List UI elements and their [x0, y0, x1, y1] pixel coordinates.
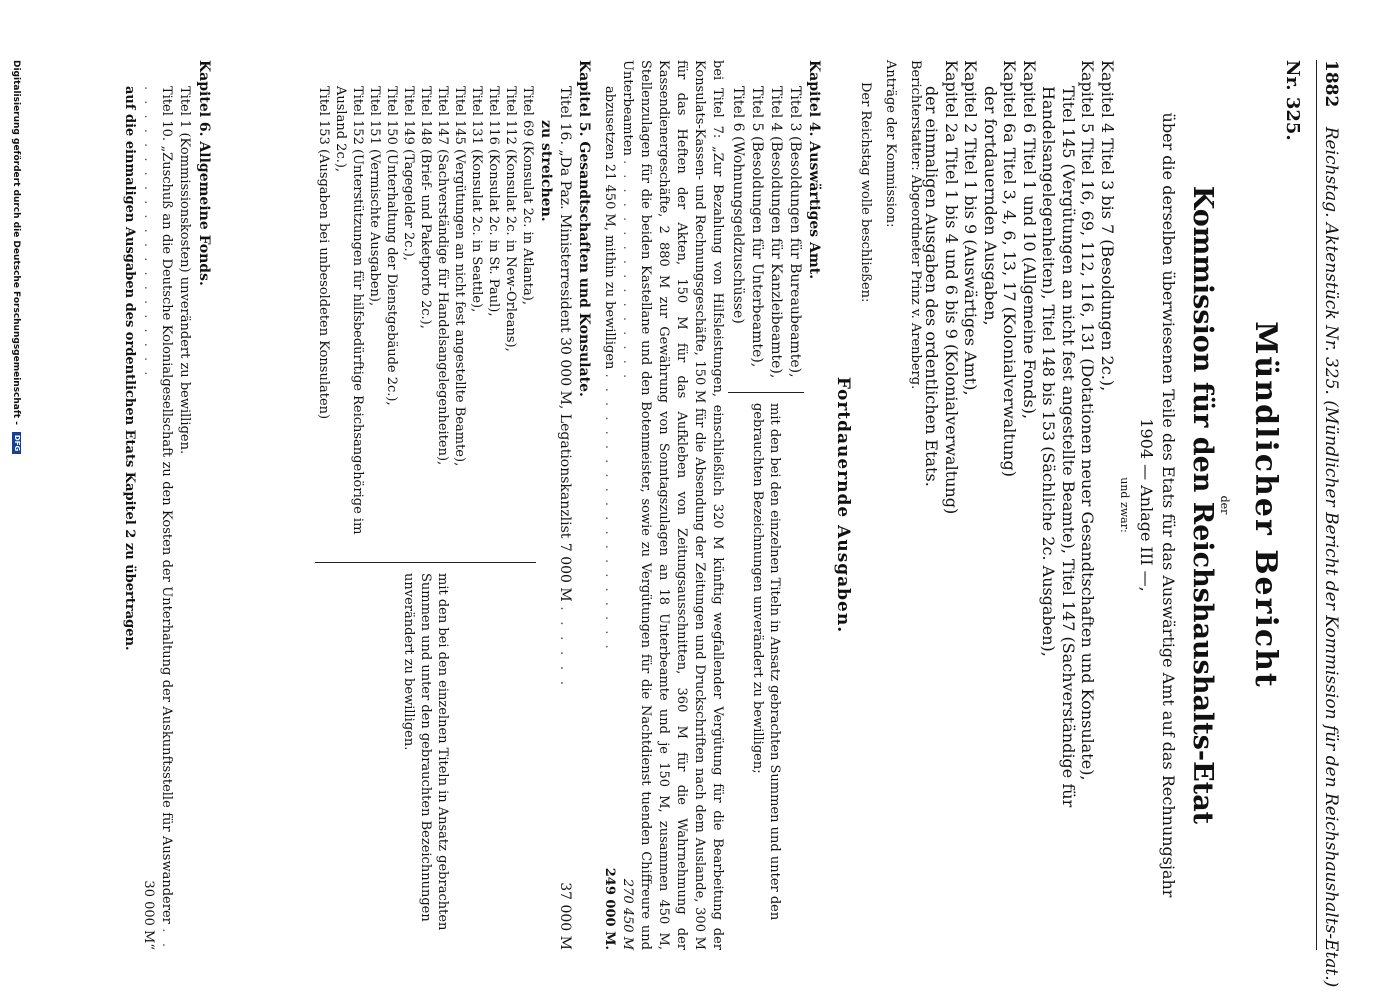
und-zwar: und zwar:	[1118, 477, 1131, 533]
chapter-heading: Kapitel 5. Gesandtschaften und Konsulate.	[576, 60, 592, 397]
list-item: Kapitel 4 Titel 3 bis 7 (Besoldungen 2c.),	[1098, 60, 1117, 392]
titel1-line: Titel 1 (Kommissionskosten) unverändert zu bewilligen.	[177, 86, 192, 455]
list-item: Titel 6 (Wohnungsgeldzuschüsse)	[730, 86, 746, 324]
leader-dots: . . . . . . . . . . . . . . . . . . . . . . .	[141, 86, 174, 950]
list-item: Titel 152 (Unterstützungen für hilfsbedürftige Reichsangehörige im Ausland 2c.),	[333, 86, 365, 535]
bracket-group	[315, 60, 536, 950]
absetzen-line	[600, 60, 618, 950]
chapter-4	[600, 60, 823, 950]
leader-dots: . . . . . . . . . . . . . . . .	[620, 159, 635, 382]
list-item: Titel 149 (Tagegelder 2c.),	[401, 86, 416, 261]
titel16-text: Titel 16. „Da Paz. Ministerresident 30 000 M, Legationskanzlist 7 000 M	[557, 86, 573, 602]
section-title: Fortdauernde Ausgaben.	[833, 376, 853, 634]
list-item: der fortdauernden Ausgaben,	[981, 86, 1000, 326]
list-item: Kapitel 6 Titel 1 und 10 (Allgemeine Fonds),	[1020, 60, 1039, 420]
dfg-logo-icon: DFG	[12, 432, 21, 454]
list-item: Titel 5 (Besoldungen für Unterbeamte),	[749, 86, 765, 368]
document-number: Nr. 325.	[1282, 60, 1303, 141]
document-subtitle: Kommission für den Reichshaushalts-Etat	[1187, 185, 1218, 825]
document-title: Mündlicher Bericht	[1248, 321, 1283, 689]
reporter-block	[853, 60, 928, 950]
running-title: Reichstag. Aktenstück Nr. 325. (Mündlicher Bericht der Kommission für den Reichshaushalts-Etat.)	[1321, 126, 1341, 988]
title-list	[315, 86, 536, 563]
streichen: zu streichen.	[538, 120, 554, 222]
list-item: Titel 112 (Konsulat 2c. in New-Orleans),	[503, 86, 518, 352]
bracket-text: mit den bei den einzelnen Titeln in Ansatz gebrachten Summen und unter den gebrauchten Bezeichnungen unverändert zu bewilligen.	[401, 573, 450, 931]
chapter-heading: Kapitel 6. Allgemeine Fonds.	[196, 60, 212, 286]
list-item: Handelsangelegenheiten), Titel 148 bis 153 (Sächliche 2c. Ausgaben),	[1039, 86, 1059, 657]
list-item: Titel 69 (Konsulat 2c. in Atlanta),	[520, 86, 535, 305]
list-item: Kapitel 5 Titel 16, 69, 112, 116, 131 (Dotationen neuer Gesandtschaften und Konsulate),	[1078, 60, 1098, 781]
list-item: Titel 145 (Vergütungen an nicht fest angestellte Beamte), Titel 147 (Sachverständige für	[1059, 86, 1078, 808]
list-item: Titel 147 (Sachverständige für Handelsangelegenheiten),	[435, 86, 450, 466]
antrag-text: Der Reichstag wolle beschließen:	[858, 82, 873, 303]
list-item: Kapitel 2a Titel 1 bis 4 und 6 bis 9 (Kolonialverwaltung)	[942, 60, 961, 515]
footer-text: Digitalisierung gefördert durch die Deutsche Forschungsgemeinschaft -	[11, 60, 21, 425]
bracket-text: mit den bei den einzelnen Titeln in Ansatz gebrachten Summen und unter den gebrauchten Bezeichnungen unverändert zu bewilligen;	[750, 403, 782, 921]
list-item: Kapitel 2 Titel 1 bis 9 (Auswärtiges Amt),	[961, 60, 981, 396]
titel16-amount: 37 000 M	[557, 882, 573, 950]
titel7-paragraph	[618, 60, 726, 950]
list-item: Titel 150 (Unterhaltung der Dienstgebäude 2c.),	[384, 86, 399, 406]
intro-text: über die derselben überwiesenen Teile des Etats für das Auswärtige Amt auf das Rechnungsjahr 1904 — Anlage III —,	[1137, 112, 1178, 898]
chapter-5	[315, 60, 593, 950]
leader-dots: . . . . . . . . . . . . . . . . . . . .	[602, 373, 617, 652]
chapter-6	[120, 60, 213, 950]
titel16-line	[555, 60, 574, 950]
title-list	[728, 86, 804, 393]
list-item: Titel 116 (Konsulat 2c. in St. Paul),	[486, 86, 501, 317]
absetzen-amount: 249 000 M.	[602, 867, 617, 950]
chapter-list	[922, 60, 1117, 950]
list-item: Titel 148 (Brief- und Paketporto 2c.),	[418, 86, 433, 329]
list-item: der einmaligen Ausgaben des ordentlichen Etats.	[922, 86, 942, 487]
titel10-paragraph	[139, 60, 175, 950]
absetzen-text: abzusetzen 21 450 M, mithin zu bewilligen	[602, 86, 617, 370]
page-number: 1882	[1321, 60, 1341, 108]
list-item: Titel 153 (Ausgaben bei unbesoldeten Konsulaten)	[316, 86, 331, 420]
titel10-end: auf die einmaligen Ausgaben des ordentlichen Etats Kapitel 2 zu übertragen.	[122, 86, 137, 651]
titel7-amount: 270 450 M	[620, 878, 635, 950]
list-item: Titel 4 (Besoldungen für Kanzleibeamte),	[768, 86, 784, 379]
chapter-heading: Kapitel 4. Auswärtiges Amt.	[806, 60, 822, 280]
list-item: Titel 131 (Konsulat 2c. in Seattle),	[469, 86, 484, 313]
reporter: Berichterstatter: Abgeordneter Prinz v. Arenberg.	[908, 60, 923, 390]
list-item: Kapitel 6a Titel 3, 4, 6, 13, 17 (Kolonialverwaltung)	[1000, 60, 1020, 477]
bracket-group	[728, 60, 804, 950]
list-item: Titel 145 (Vergütungen an nicht fest angestellte Beamte),	[452, 86, 467, 467]
titel10-text: Titel 10. „Zuschuß an die Deutsche Kolonialgesellschaft zu den Kosten der Unterhaltung der Auskunftsstelle für Auswanderer	[159, 86, 174, 924]
digitization-footer	[11, 60, 21, 950]
list-item: Titel 3 (Besoldungen für Bureaubeamte),	[787, 86, 803, 378]
antrag-label: Anträge der Kommission:	[883, 60, 898, 228]
list-item: Titel 151 (Vermischte Ausgaben),	[367, 86, 382, 307]
title-connector: der	[1218, 495, 1231, 515]
titel7-text: bei Titel 7: „Zur Bezahlung von Hilfsleistungen, einschließlich 320 M künftig wegfallender Vergütung für die Bearbeitung der Konsulats-Kassen- und Rechnungsgeschäfte, 150 M für die Absendung der Zeitungen und Druckschriften nach dem Auslande, 300 M für das Heften der Akten, 150 M für das Aufkleben von Zeitungsausschnitten, 360 M für die Wahrnehmung der Kassendienergeschäfte, 2 880 M zur Gewährung von Sonntagszulagen an 18 Unterbeamte und je 150 M, zusammen 450 M, Stellenzulagen für die beiden Kastellane und den Botenmeister, sowie zu Vergütungen für die Nachtdienst tuenden Chiffreure und Unterbeamten	[620, 60, 725, 950]
leader-dots: . . . . . .	[557, 606, 573, 689]
running-header	[1316, 60, 1341, 988]
titel10-amount: 30 000 M“	[141, 880, 156, 950]
